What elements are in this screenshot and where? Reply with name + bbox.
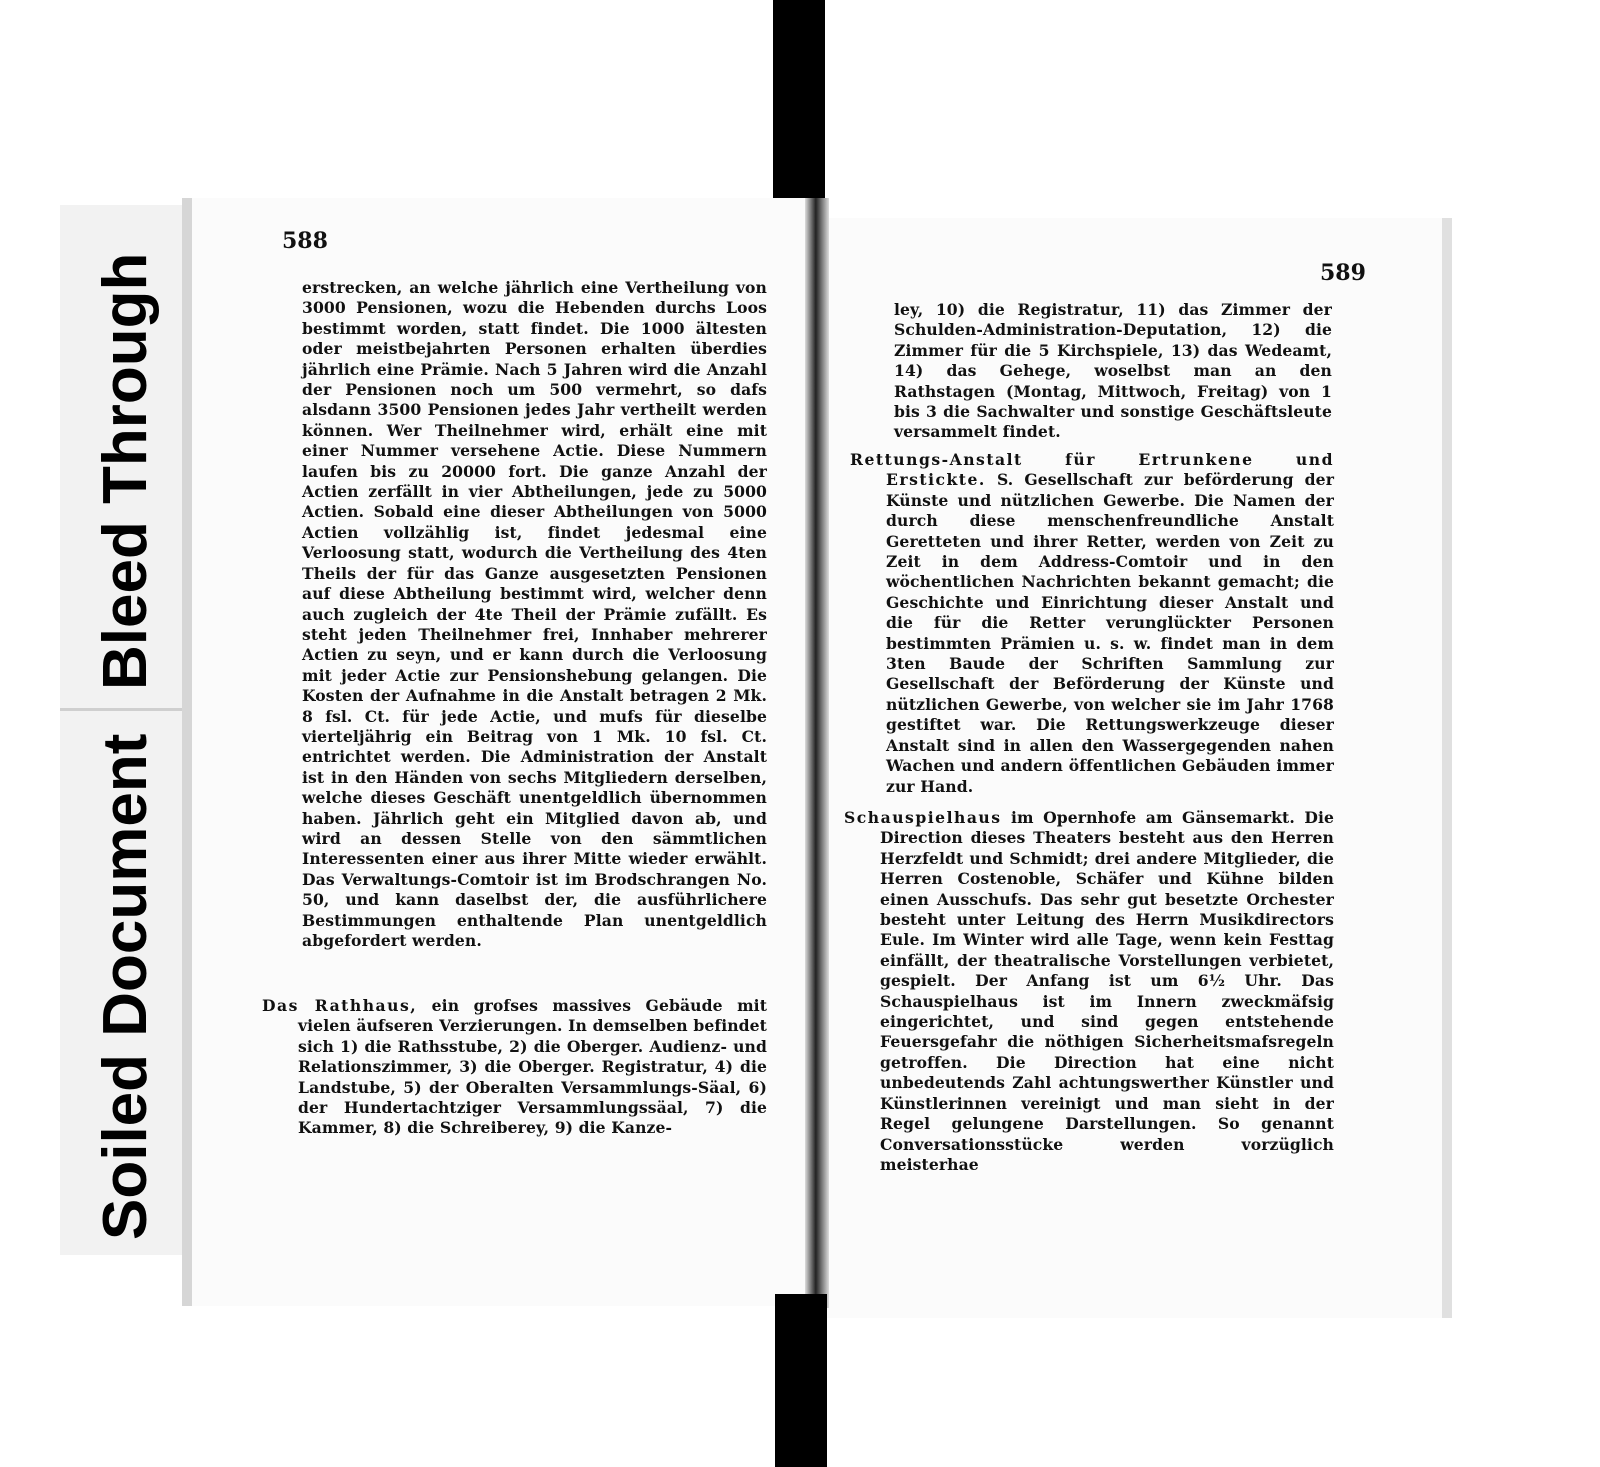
left-paragraph-text: erstrecken, an welche jährlich eine Vertheilung von 3000 Pensionen, wozu die Hebenden durchs Loos bestimmt worden, statt findet. Die 1000 ältesten oder meistbejahrten Personen erhalten überdies jährlich eine Prämie. Nach 5 Jahren wird die Anzahl der Pensionen noch um 500 vermehrt, so dafs alsdann 3500 Pensionen jedes Jahr vertheilt werden können. Wer Theilnehmer wird, erhält eine mit einer Nummer versehene Actie. Diese Nummern laufen bis zu 20000 fort. Die ganze Anzahl der Actien zerfällt in vier Abtheilungen, jede zu 5000 Actien. Sobald eine dieser Abtheilungen von 5000 Actien vollzählig ist, findet jedesmal eine Verloosung statt, wodurch die Vertheilung des 4ten Theils der für das Ganze ausgesetzten Pensionen auf diese Abtheilung bestimmt wird, welcher denn auch zugleich der 4te Theil der Prämie zufällt. Es steht jeden Theilnehmer frei, Innhaber mehrerer Actien zu seyn, und er kann durch die Verloosung mit jeder Actie zur Pensionshebung gelangen. Die Kosten der Aufnahme in die Anstalt betragen 2 Mk. 8 fsl. Ct. für jede Actie, und mufs für dieselbe vierteljährig ein Beitrag von 1 Mk. 10 fsl. Ct. entrichtet werden. Die Administration der Anstalt ist in den Händen von sechs Mitgliedern derselben, welche dieses Geschäft unentgeldlich übernommen haben. Jährlich geht ein Mitglied davon ab, und wird an dessen Stelle von den sämmtlichen Interessenten einer aus ihrer Mitte wieder erwählt. Das Verwaltungs-Comtoir ist im Brodschrangen No. 50, und kann daselbst der, die ausführlichere Bestimmungen enthaltende Plan unentgeldlich abgefordert werden. <box>302 278 767 950</box>
scan-bar-top <box>773 0 825 200</box>
left-page-number: 588 <box>282 228 328 254</box>
book-gutter <box>805 198 829 1308</box>
right-paragraph-text: ley, 10) die Registratur, 11) das Zimmer der Schulden-Administration-Deputation, 12) die Zimmer für die 5 Kirchspiele, 13) das Wedeamt, 14) das Gehege, woselbst man an den Rathstagen (Montag, Mittwoch, Freitag) von 1 bis 3 die Sachwalter und sonstige Geschäftsleute versammelt findet. <box>894 300 1332 442</box>
entry-schauspielhaus-text: im Opernhofe am Gänsemarkt. Die Direction dieses Theaters besteht aus den Herren Herzfeldt und Schmidt; drei andere Mitglieder, die Herren Costenoble, Schäfer und Kühne bilden einen Ausschufs. Das sehr gut besetzte Orchester besteht unter Leitung des Herrn Musikdirectors Eule. Im Winter wird alle Tage, wenn kein Festtag einfällt, der theatralische Vorstellungen verbietet, gespielt. Der Anfang ist um 6½ Uhr. Das Schauspielhaus ist im Innern zweckmäfsig eingerichtet, und sind gegen entstehende Feuersgefahr die nöthigen Sicherheitsmafsregeln getroffen. Die Direction hat eine nicht unbedeutends Zahl achtungswerther Künstler und Künstlerinnen vereinigt und man sieht in der Regel gelungene Darstellungen. So genannt Conversationsstücke werden vorzüglich meisterhae <box>880 808 1334 1174</box>
entry-rathhaus-title: Das Rathhaus, <box>262 996 418 1015</box>
entry-rettungs-title: Rettungs-Anstalt für Ertrunkene und Erstickte. <box>850 450 1334 490</box>
entry-schauspielhaus-title: Schauspielhaus <box>844 808 1002 827</box>
entry-rathhaus <box>262 996 767 1139</box>
right-paragraph <box>894 300 1332 443</box>
entry-rathhaus-body <box>262 996 767 1139</box>
entry-rettungs-body <box>850 450 1334 797</box>
entry-schauspielhaus <box>844 808 1334 1175</box>
right-page-number: 589 <box>1320 260 1366 286</box>
entry-rettungs-anstalt <box>850 450 1334 797</box>
entry-rathhaus-text: ein grofses massives Gebäude mit vielen äufseren Verzierungen. In demselben befindet sich 1) die Rathsstube, 2) die Oberger. Audienz- und Relationszimmer, 3) die Oberger. Registratur, 4) die Landstube, 5) der Oberalten Versammlungs-Säal, 6) der Hundertachtziger Versammlungssäal, 7) die Kammer, 8) die Schreiberey, 9) die Kanze- <box>298 996 767 1138</box>
entry-schauspielhaus-body <box>844 808 1334 1175</box>
entry-rettungs-text: S. Gesellschaft zur beförderung der Künste und nützlichen Gewerbe. Die Namen der durch diese menschenfreundliche Anstalt Geretteten und ihrer Retter, werden von Zeit zu Zeit in dem Address-Comtoir und in den wöchentlichen Nachrichten bekannt gemacht; die Geschichte und Einrichtung dieser Anstalt und die für die Retter verunglückter Personen bestimmten Prämien u. s. w. findet man in dem 3ten Baude der Schriften Sammlung zur Gesellschaft der Beförderung der Künste und nützlichen Gewerbe, von welcher sie im Jahr 1768 gestiftet war. Die Rettungswerkzeuge dieser Anstalt sind in allen den Wassergegenden nahen Wachen und andern öffentlichen Gebäuden immer zur Hand. <box>886 470 1335 796</box>
stamp-bleed-through: Bleed Through <box>91 252 160 690</box>
scan-bar-bottom <box>775 1294 827 1467</box>
book-spread <box>182 198 1452 1308</box>
left-paragraph <box>302 278 767 951</box>
stamp-soiled-document: Soiled Document <box>91 733 160 1240</box>
stamp-divider <box>60 708 185 711</box>
